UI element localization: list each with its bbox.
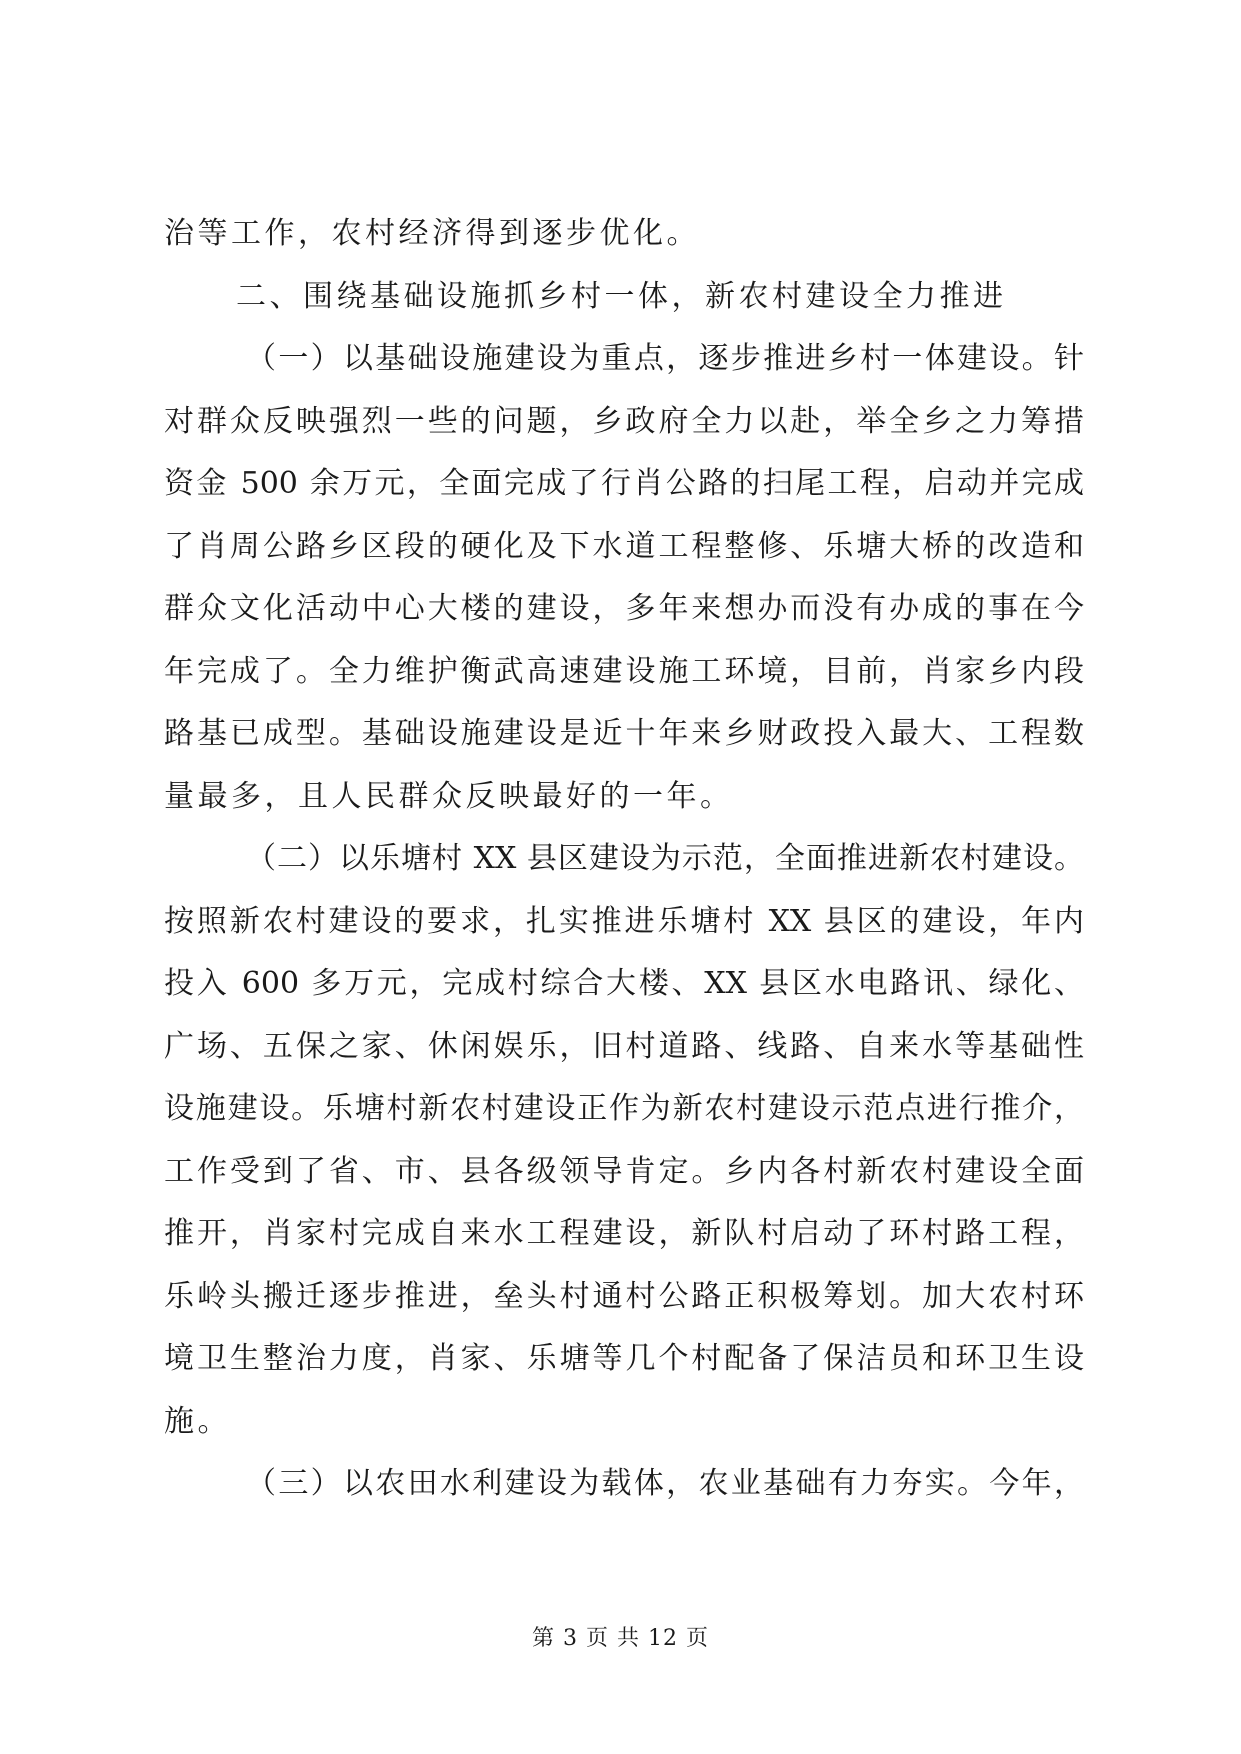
paragraph-line: 量最多，且人民群众反映最好的一年。 [164, 778, 734, 814]
paragraph-line: 广场、五保之家、休闲娱乐，旧村道路、线路、自来水等基础性 [164, 1028, 1084, 1064]
paragraph-line: 资金 500 余万元，全面完成了行肖公路的扫尾工程，启动并完成 [164, 466, 1084, 501]
paragraph-line: （二）以乐塘村 XX 县区建设为示范，全面推进新农村建设。 [246, 841, 1084, 876]
page-footer: 第 3 页 共 12 页 [532, 1626, 709, 1651]
paragraph-line: 境卫生整治力度，肖家、乐塘等几个村配备了保洁员和环卫生设 [164, 1341, 1084, 1376]
paragraph-line: 群众文化活动中心大楼的建设，多年来想办而没有办成的事在今 [164, 591, 1084, 626]
paragraph-line: （一）以基础设施建设为重点，逐步推进乡村一体建设。针 [246, 341, 1084, 376]
paragraph-line: 治等工作，农村经济得到逐步优化。 [164, 216, 700, 251]
paragraph-line: 投入 600 多万元，完成村综合大楼、XX 县区水电路讯、绿化、 [164, 966, 1084, 1001]
paragraph-line: 对群众反映强烈一些的问题，乡政府全力以赴，举全乡之力筹措 [164, 403, 1084, 439]
paragraph-line: 按照新农村建设的要求，扎实推进乐塘村 XX 县区的建设，年内 [164, 903, 1084, 939]
paragraph-line: 了肖周公路乡区段的硬化及下水道工程整修、乐塘大桥的改造和 [164, 528, 1084, 564]
paragraph-line: 推开，肖家村完成自来水工程建设，新队村启动了环村路工程， [164, 1216, 1084, 1251]
document-body [164, 203, 1084, 1516]
paragraph-line: （三）以农田水利建设为载体，农业基础有力夯实。今年， [246, 1466, 1084, 1501]
paragraph-line: 年完成了。全力维护衡武高速建设施工环境，目前，肖家乡内段 [164, 653, 1084, 689]
paragraph-line: 工作受到了省、市、县各级领导肯定。乡内各村新农村建设全面 [164, 1153, 1084, 1189]
paragraph-line: 设施建设。乐塘村新农村建设正作为新农村建设示范点进行推介， [164, 1091, 1084, 1126]
paragraph-line: 乐岭头搬迁逐步推进，垒头村通村公路正积极筹划。加大农村环 [164, 1278, 1084, 1314]
section-heading: 二、围绕基础设施抓乡村一体，新农村建设全力推进 [236, 278, 1007, 314]
paragraph-line: 路基已成型。基础设施建设是近十年来乡财政投入最大、工程数 [164, 716, 1084, 751]
paragraph-line: 施。 [164, 1403, 231, 1439]
